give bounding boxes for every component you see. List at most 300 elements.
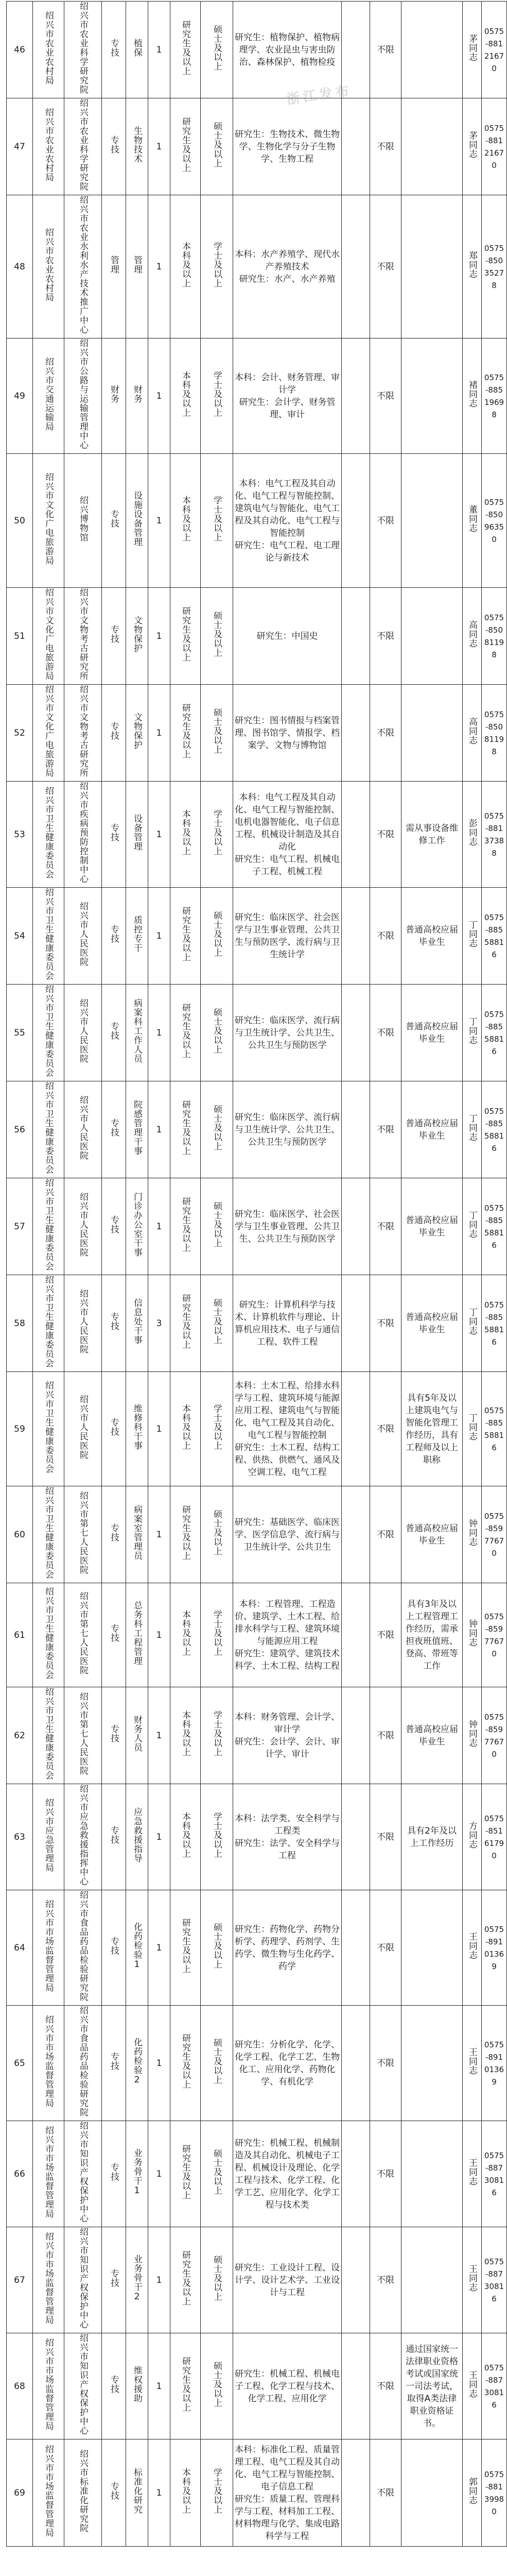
cell-deg-text: 硕士及以上 — [212, 611, 222, 657]
cell-phone — [482, 195, 507, 338]
cell-contact — [463, 1275, 482, 1372]
cell-phone-text: 0575-89101369 — [484, 2040, 504, 2087]
cell-dept-text: 绍兴市卫生健康委员会 — [43, 1687, 54, 1780]
cell-unit — [64, 338, 102, 454]
cell-phone — [482, 588, 507, 685]
cell-unit — [64, 1081, 102, 1178]
cell-deg-text: 学士及以上 — [212, 1710, 222, 1757]
cell-deg — [201, 2, 233, 98]
cell-contact-text: 郑同志 — [467, 251, 477, 279]
cell-major — [233, 1486, 342, 1583]
cell-num-text: 1 — [156, 1423, 162, 1434]
cell-job-text: 设施设备管理 — [132, 491, 142, 547]
cell-src-text: 不限 — [377, 1027, 394, 1038]
cell-age — [342, 338, 370, 454]
cell-job — [126, 1583, 148, 1687]
cell-edu-text: 研究生及以上 — [180, 2357, 190, 2412]
cell-contact-text: 王同志 — [467, 2370, 477, 2398]
cell-deg-text: 学士及以上 — [212, 1610, 222, 1656]
cell-unit-text: 绍兴市人民医院 — [78, 902, 88, 967]
cell-unit-text: 绍兴市文物考古研究所 — [78, 685, 88, 777]
cell-src — [370, 98, 401, 195]
cell-num — [148, 685, 170, 782]
cell-edu — [170, 2227, 201, 2333]
cell-edu-text: 研究生及以上 — [180, 1003, 190, 1059]
cell-unit-text: 绍兴市公路与运输管理中心 — [78, 338, 88, 450]
cell-other — [401, 1486, 463, 1583]
cell-unit — [64, 1275, 102, 1372]
cell-num — [148, 588, 170, 685]
cell-unit — [64, 1687, 102, 1784]
cell-job-text: 业务骨干2 — [132, 2254, 142, 2302]
cell-deg-text: 学士及以上 — [212, 242, 222, 288]
cell-phone-text: 0575-88121670 — [484, 123, 504, 170]
cell-phone — [482, 1081, 507, 1178]
cell-dept — [33, 1784, 64, 1890]
cell-deg-text: 硕士及以上 — [212, 1923, 222, 1969]
cell-unit — [64, 2227, 102, 2333]
cell-num-text: 1 — [156, 515, 162, 526]
cell-dept — [33, 1583, 64, 1687]
cell-edu — [170, 338, 201, 454]
cell-deg-text: 硕士及以上 — [212, 2149, 222, 2195]
cell-job — [126, 985, 148, 1081]
cell-edu-text: 研究生及以上 — [180, 1294, 190, 1349]
cell-job — [126, 2227, 148, 2333]
cell-cat — [102, 1784, 126, 1890]
cell-job — [126, 2439, 148, 2547]
cell-no — [7, 1372, 33, 1486]
cell-unit-text: 绍兴市标准化研究院 — [78, 2449, 88, 2533]
cell-dept-text: 绍兴市市场监督管理局 — [43, 2445, 54, 2537]
cell-num — [148, 2439, 170, 2547]
cell-src-text: 不限 — [377, 141, 394, 152]
cell-src — [370, 685, 401, 782]
cell-unit-text: 绍兴市农业水利水产技术推广中心 — [78, 195, 88, 334]
cell-phone-text: 0575-85081198 — [484, 709, 504, 756]
cell-src — [370, 1178, 401, 1275]
cell-num-text: 1 — [156, 1221, 162, 1232]
cell-job — [126, 888, 148, 985]
cell-phone-text: 0575-88730816 — [484, 2257, 504, 2303]
cell-other — [401, 588, 463, 685]
cell-no — [7, 588, 33, 685]
cell-src — [370, 338, 401, 454]
cell-cat — [102, 1486, 126, 1583]
cell-edu — [170, 2121, 201, 2227]
cell-age — [342, 1081, 370, 1178]
cell-other — [401, 2, 463, 98]
cell-cat — [102, 2, 126, 98]
cell-phone — [482, 685, 507, 782]
cell-major — [233, 454, 342, 588]
cell-phone-text: 0575-85035278 — [484, 243, 504, 290]
cell-phone-text: 0575-85081198 — [484, 613, 504, 659]
table-row — [7, 1486, 507, 1583]
cell-src — [370, 1486, 401, 1583]
cell-major-text: 研究生：计算机科学与技术、计算机软件与理论、计算机应用技术、电子与通信工程、软件工程 — [235, 1299, 340, 1347]
cell-deg-text: 学士及以上 — [212, 371, 222, 417]
cell-major — [233, 1784, 342, 1890]
cell-major — [233, 1890, 342, 2006]
cell-src-text: 不限 — [377, 44, 394, 55]
cell-contact-text: 董同志 — [467, 505, 477, 533]
cell-cat-text: 专技 — [109, 135, 119, 154]
cell-phone-text: 0575-85096350 — [484, 497, 504, 544]
cell-major-text: 本科：财务管理、会计学、审计学 研究生：会计学、会计、审计学、审计 — [235, 1711, 340, 1759]
cell-src — [370, 985, 401, 1081]
watermark: 浙江发布 — [285, 83, 353, 108]
cell-major — [233, 1687, 342, 1784]
cell-src — [370, 1890, 401, 2006]
cell-src — [370, 1081, 401, 1178]
cell-phone-text: 0575-85977670 — [484, 1712, 504, 1759]
cell-dept-text: 绍兴市交通运输局 — [43, 357, 54, 431]
cell-contact-text: 丁同志 — [467, 1017, 477, 1045]
cell-dept — [33, 2, 64, 98]
cell-no-text: 53 — [14, 829, 25, 840]
cell-unit — [64, 1583, 102, 1687]
cell-major-text: 本科：水产养殖学、现代水产养殖技术 研究生：水产、水产养殖 — [235, 249, 340, 284]
cell-dept — [33, 1890, 64, 2006]
cell-phone-text: 0575-85161790 — [484, 1814, 504, 1860]
cell-other — [401, 1687, 463, 1784]
cell-phone — [482, 2121, 507, 2227]
cell-age — [342, 195, 370, 338]
cell-unit-text: 绍兴博物馆 — [78, 496, 88, 542]
cell-no-text: 69 — [14, 2487, 25, 2498]
cell-phone — [482, 1687, 507, 1784]
cell-major — [233, 195, 342, 338]
cell-major-text: 研究生：机械工程、机械电子工程、化学工程与技术、化学工程、应用化学 — [235, 2368, 340, 2404]
cell-dept — [33, 2439, 64, 2547]
cell-no-text: 56 — [14, 1124, 25, 1135]
cell-job — [126, 1275, 148, 1372]
cell-phone-text: 0575-88558816 — [484, 1106, 504, 1153]
cell-no-text: 54 — [14, 930, 25, 941]
cell-no-text: 60 — [14, 1529, 25, 1540]
cell-num-text: 1 — [156, 2275, 162, 2285]
cell-job — [126, 2333, 148, 2439]
cell-no — [7, 1687, 33, 1784]
cell-contact-text: 王同志 — [467, 2158, 477, 2186]
cell-num-text: 1 — [156, 829, 162, 840]
cell-job-text: 院感管理干事 — [132, 1100, 142, 1156]
cell-contact — [463, 685, 482, 782]
cell-major-text: 研究生：图书情报与档案管理、图书馆学、情报学、档案学、文物与博物馆 — [235, 715, 340, 751]
cell-major — [233, 2121, 342, 2227]
cell-num — [148, 1372, 170, 1486]
cell-num-text: 1 — [156, 391, 162, 401]
cell-cat — [102, 1372, 126, 1486]
cell-major-text: 研究生：基础医学、临床医学、医学信息学、流行病与卫生统计学、公共卫生 — [235, 1517, 340, 1552]
cell-job-text: 病案科工作人员 — [132, 998, 142, 1063]
cell-src-text: 不限 — [377, 829, 394, 840]
cell-job-text: 病案室管理员 — [132, 1505, 142, 1561]
cell-job-text: 业务骨干1 — [132, 2148, 142, 2196]
cell-other — [401, 1583, 463, 1687]
cell-edu — [170, 2439, 201, 2547]
cell-num-text: 1 — [156, 2168, 162, 2179]
cell-src — [370, 454, 401, 588]
cell-job — [126, 2, 148, 98]
cell-major-text: 本科：工程管理、工程造价、建筑学、土木工程、给排水科学与工程、建筑环境与能源应用工程 研究生：建筑学、建筑技术科学、土木工程、结构工程 — [235, 1599, 340, 1671]
cell-other — [401, 1275, 463, 1372]
cell-deg — [201, 1178, 233, 1275]
cell-major — [233, 338, 342, 454]
cell-cat — [102, 985, 126, 1081]
cell-job-text: 化药检验2 — [132, 2037, 142, 2086]
cell-cat-text: 专技 — [109, 1022, 119, 1040]
cell-contact-text: 高同志 — [467, 620, 477, 648]
cell-num — [148, 2333, 170, 2439]
cell-src-text: 不限 — [377, 391, 394, 401]
cell-unit — [64, 588, 102, 685]
cell-dept — [33, 1687, 64, 1784]
cell-age — [342, 1178, 370, 1275]
cell-major — [233, 888, 342, 985]
cell-job-text: 植保 — [132, 39, 142, 57]
cell-age — [342, 2006, 370, 2121]
cell-num-text: 1 — [156, 44, 162, 55]
cell-no-text: 58 — [14, 1318, 25, 1329]
table-row — [7, 1081, 507, 1178]
cell-contact-text: 高同志 — [467, 717, 477, 745]
cell-deg-text: 硕士及以上 — [212, 1298, 222, 1345]
cell-contact-text: 丁同志 — [467, 1308, 477, 1335]
cell-job-text: 维修科干事 — [132, 1404, 142, 1450]
cell-unit-text: 绍兴市文物考古研究所 — [78, 588, 88, 681]
cell-src-text: 不限 — [377, 1832, 394, 1842]
cell-age — [342, 1372, 370, 1486]
cell-other — [401, 1372, 463, 1486]
cell-phone — [482, 888, 507, 985]
table-row — [7, 782, 507, 888]
cell-num — [148, 888, 170, 985]
cell-deg-text: 学士及以上 — [212, 1404, 222, 1450]
cell-deg — [201, 782, 233, 888]
recruitment-table-sheet — [6, 1, 504, 2547]
cell-num — [148, 98, 170, 195]
cell-cat — [102, 1687, 126, 1784]
cell-src-text: 不限 — [377, 2381, 394, 2392]
cell-dept — [33, 1081, 64, 1178]
cell-num — [148, 1275, 170, 1372]
cell-phone-text: 0575-88519698 — [484, 372, 504, 419]
cell-deg-text: 硕士及以上 — [212, 2038, 222, 2084]
cell-deg — [201, 338, 233, 454]
cell-edu — [170, 685, 201, 782]
table-row — [7, 1275, 507, 1372]
table-row — [7, 2, 507, 98]
cell-edu-text: 研究生及以上 — [180, 906, 190, 962]
cell-no-text: 51 — [14, 631, 25, 641]
cell-age — [342, 1890, 370, 2006]
cell-no — [7, 2, 33, 98]
cell-cat — [102, 454, 126, 588]
table-row — [7, 98, 507, 195]
cell-unit-text: 绍兴市人民医院 — [78, 998, 88, 1063]
cell-src — [370, 2439, 401, 2547]
cell-num — [148, 454, 170, 588]
cell-unit — [64, 2333, 102, 2439]
cell-phone — [482, 454, 507, 588]
cell-edu — [170, 782, 201, 888]
cell-other — [401, 2006, 463, 2121]
cell-job-text: 应急救援指导 — [132, 1807, 142, 1863]
cell-deg — [201, 985, 233, 1081]
cell-contact — [463, 2121, 482, 2227]
cell-deg-text: 硕士及以上 — [212, 1008, 222, 1054]
cell-unit — [64, 1372, 102, 1486]
cell-major-text: 研究生：分析化学、化学、化学工程、化学工艺、生物化工、应用化学、药物化学、有机化学 — [235, 2039, 340, 2087]
cell-src — [370, 1687, 401, 1784]
cell-deg — [201, 1081, 233, 1178]
cell-phone-text: 0575-88121670 — [484, 26, 504, 73]
cell-contact — [463, 1372, 482, 1486]
cell-contact — [463, 1178, 482, 1275]
cell-cat-text: 专技 — [109, 722, 119, 740]
cell-cat-text: 专技 — [109, 2163, 119, 2181]
cell-edu-text: 研究生及以上 — [180, 117, 190, 173]
cell-num — [148, 195, 170, 338]
cell-contact — [463, 1784, 482, 1890]
cell-no-text: 57 — [14, 1221, 25, 1232]
cell-deg-text: 学士及以上 — [212, 809, 222, 856]
cell-contact-text: 王同志 — [467, 2047, 477, 2075]
cell-unit-text: 绍兴市食品药品检验研究院 — [78, 2006, 88, 2117]
cell-edu — [170, 2333, 201, 2439]
table-row — [7, 2439, 507, 2547]
cell-unit-text: 绍兴市第七人民医院 — [78, 1591, 88, 1675]
cell-unit-text: 绍兴市人民医院 — [78, 1395, 88, 1460]
table-row — [7, 1687, 507, 1784]
cell-other-text: 普通高校应届毕业生 — [406, 1215, 458, 1238]
cell-deg — [201, 2121, 233, 2227]
cell-contact-text: 钟同志 — [467, 1519, 477, 1547]
cell-src-text: 不限 — [377, 2168, 394, 2179]
cell-cat-text: 专技 — [109, 823, 119, 842]
cell-contact — [463, 1890, 482, 2006]
cell-cat-text: 专技 — [109, 1118, 119, 1137]
cell-other — [401, 2121, 463, 2227]
cell-age — [342, 454, 370, 588]
cell-dept — [33, 2227, 64, 2333]
cell-other-text: 通过国家统一法律职业资格考试或国家统一司法考试，取得A类法律职业资格证书。 — [406, 2344, 458, 2429]
cell-no — [7, 1081, 33, 1178]
cell-dept — [33, 2121, 64, 2227]
cell-phone-text: 0575-88558816 — [484, 1405, 504, 1452]
cell-contact — [463, 2333, 482, 2439]
cell-contact-text: 方同志 — [467, 1821, 477, 1849]
cell-job — [126, 1687, 148, 1784]
cell-cat — [102, 2333, 126, 2439]
cell-other — [401, 2227, 463, 2333]
cell-contact — [463, 782, 482, 888]
cell-dept-text: 绍兴市文化广电旅游局 — [43, 588, 54, 681]
cell-phone — [482, 2, 507, 98]
cell-job — [126, 1784, 148, 1890]
cell-src — [370, 2227, 401, 2333]
cell-age — [342, 588, 370, 685]
cell-no — [7, 985, 33, 1081]
cell-unit-text: 绍兴市第七人民医院 — [78, 1692, 88, 1775]
cell-phone — [482, 985, 507, 1081]
cell-deg — [201, 1583, 233, 1687]
cell-num-text: 1 — [156, 631, 162, 641]
cell-num — [148, 2227, 170, 2333]
cell-phone — [482, 1372, 507, 1486]
cell-other — [401, 1890, 463, 2006]
cell-num — [148, 2, 170, 98]
table-row — [7, 2121, 507, 2227]
cell-job-text: 标准化研究 — [132, 2468, 142, 2514]
cell-unit — [64, 2121, 102, 2227]
cell-src-text: 不限 — [377, 727, 394, 738]
cell-age — [342, 2227, 370, 2333]
cell-unit-text: 绍兴市知识产权保护中心 — [78, 2121, 88, 2223]
cell-contact-text: 王同志 — [467, 1932, 477, 1960]
cell-unit-text: 绍兴市应急救援指挥中心 — [78, 1784, 88, 1886]
cell-num-text: 1 — [156, 1942, 162, 1953]
cell-deg — [201, 685, 233, 782]
cell-contact — [463, 195, 482, 338]
cell-no — [7, 1178, 33, 1275]
cell-src — [370, 1583, 401, 1687]
cell-job — [126, 1890, 148, 2006]
cell-job — [126, 1486, 148, 1583]
cell-phone-text: 0575-88730816 — [484, 2150, 504, 2197]
cell-deg-text: 学士及以上 — [212, 2468, 222, 2514]
cell-unit — [64, 888, 102, 985]
cell-contact — [463, 1687, 482, 1784]
cell-dept — [33, 2333, 64, 2439]
cell-contact-text: 丁同志 — [467, 1413, 477, 1441]
cell-cat-text: 财务 — [109, 385, 119, 403]
cell-num — [148, 1081, 170, 1178]
cell-dept — [33, 454, 64, 588]
cell-edu — [170, 1890, 201, 2006]
cell-dept-text: 绍兴市卫生健康委员会 — [43, 1486, 54, 1579]
cell-other-text: 普通高校应届毕业生 — [406, 1724, 458, 1747]
cell-dept-text: 绍兴市市场监督管理局 — [43, 1900, 54, 1992]
cell-unit — [64, 2006, 102, 2121]
cell-num — [148, 1583, 170, 1687]
cell-num-text: 1 — [156, 727, 162, 738]
cell-contact — [463, 588, 482, 685]
cell-dept — [33, 98, 64, 195]
cell-dept-text: 绍兴市卫生健康委员会 — [43, 1275, 54, 1368]
cell-deg-text: 硕士及以上 — [212, 708, 222, 754]
cell-phone-text: 0575-88558816 — [484, 912, 504, 959]
cell-contact-text: 褚同志 — [467, 380, 477, 408]
cell-unit — [64, 782, 102, 888]
cell-edu-text: 研究生及以上 — [180, 2144, 190, 2200]
cell-other — [401, 195, 463, 338]
cell-phone-text: 0575-85977670 — [484, 1612, 504, 1658]
cell-deg-text: 硕士及以上 — [212, 25, 222, 71]
cell-edu — [170, 1687, 201, 1784]
cell-no — [7, 98, 33, 195]
cell-src-text: 不限 — [377, 930, 394, 941]
cell-job — [126, 338, 148, 454]
cell-edu — [170, 985, 201, 1081]
cell-job-text: 化药检验1 — [132, 1922, 142, 1970]
cell-job-text: 管理 — [132, 256, 142, 274]
cell-no-text: 62 — [14, 1730, 25, 1741]
cell-edu-text: 研究生及以上 — [180, 703, 190, 759]
cell-phone — [482, 782, 507, 888]
